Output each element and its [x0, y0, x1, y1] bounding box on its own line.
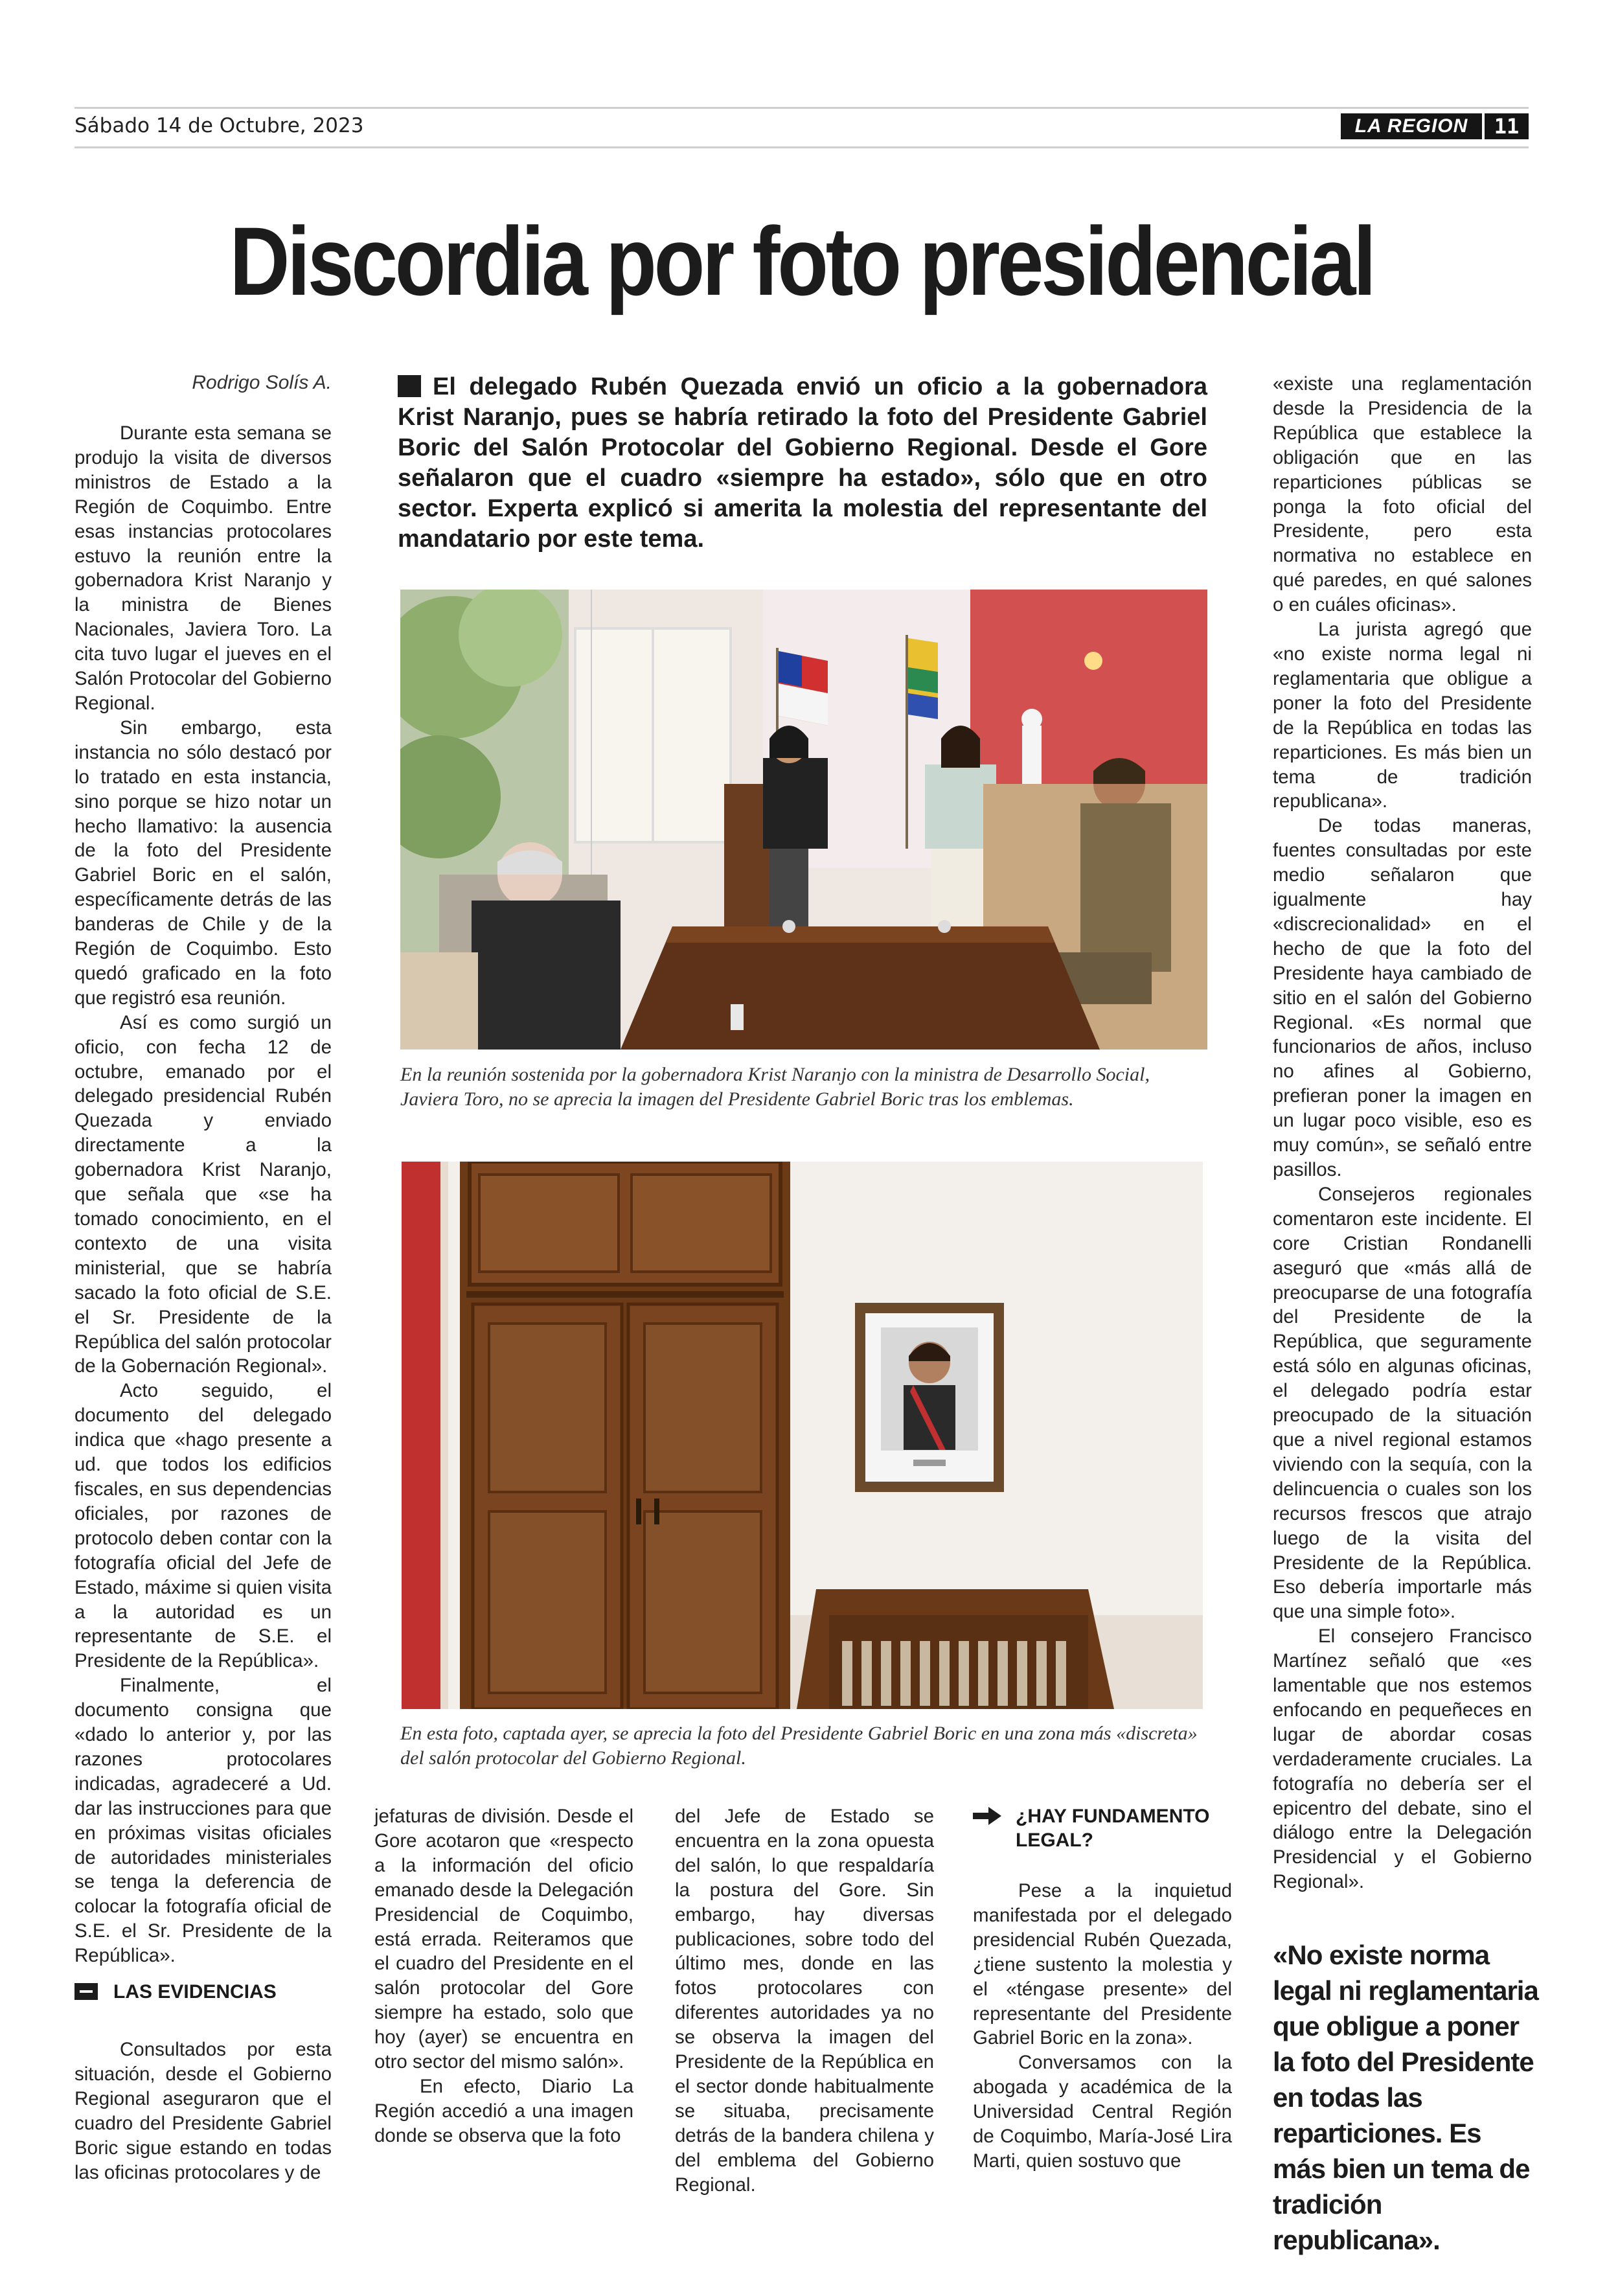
- paragraph: En efecto, Diario La Región accedió a una imagen donde se observa que la foto: [374, 2075, 633, 2146]
- paragraph: Consejeros regionales comentaron este incidente. El core Cristian Rondanelli aseguró que «más allá de preocuparse de una fotografía del Presidente de la República, que seguramente está sólo en algunas oficinas, el delegado podría estar preocupado de la situación que a nivel regional estamos viviendo con la sequía, con la delincuencia o cuales son los recursos frescos que atrajo luego de la visita del Presidente de la República. Eso debería importarle más que una simple foto».: [1273, 1183, 1532, 1623]
- photo-portrait-room: [402, 1162, 1203, 1709]
- paragraph: El consejero Francisco Martínez señaló que «es lamentable que nos estemos enfocando en pequeñeces en lugar de abordar cosas verdaderamente cruciales. La fotografía no debería ser el epicentro del debate, sino el diálogo entre la Delegación Presidencial y el Gobierno Regional».: [1273, 1625, 1532, 1893]
- paragraph: «existe una reglamentación desde la Presidencia de la República que establece la obligación que en las reparticiones públicas se ponga la foto oficial del Presidente, pero esta normativa no establece en qué paredes, en qué salones o en cuáles oficinas».: [1273, 373, 1532, 616]
- subhead-las-evidencias: [74, 1980, 332, 2004]
- paragraph: La jurista agregó que «no existe norma legal ni reglamentaria que obligue a poner la foto del Presidente de la República en todas las reparticiones. Es más bien un tema de tradición republicana».: [1273, 619, 1532, 812]
- paragraph: Pese a la inquietud manifestada por el delegado presidencial Rubén Quezada, ¿tiene sustento la molestia y el «téngase presente» del representante del Presidente Gabriel Boric en la zona».: [973, 1880, 1232, 2049]
- paragraph: Finalmente, el documento consigna que «dado lo anterior y, por las razones protocolares indicadas, agradeceré a Ud. dar las instrucciones para que en próximas visitas oficiales de autoridades ministeriales se tenga la deferencia de colocar la fotografía oficial de S.E. el Sr. Presidente de la República».: [74, 1675, 332, 1967]
- paragraph: jefaturas de división. Desde el Gore acotaron que «respecto a la información del oficio emanado desde la Delegación Presidencial de Coquimbo, está errada. Reiteramos que el cuadro del Presidente en el salón protocolar del Gore siempre ha estado, solo que hoy (ayer) se encuentra en otro sector del mismo salón».: [374, 1806, 633, 2073]
- photo-meeting: [400, 590, 1207, 1050]
- paragraph: De todas maneras, fuentes consultadas por este medio señalaron que igualmente hay «discrecionalidad» en el hecho de que la foto del Presidente haya cambiado de sitio en el salón del Gobierno Regional. «Es normal que funcionarios de años, incluso no afines al Gobierno, prefieran poner la imagen en un lugar poco visible, eso es muy común», se señaló entre pasillos.: [1273, 815, 1532, 1180]
- photo-meeting-caption: En la reunión sostenida por la gobernadora Krist Naranjo con la ministra de Desarrollo Social, Javiera Toro, no se aprecia la imagen del Presidente Gabriel Boric tras los emblemas.: [400, 1064, 1150, 1110]
- column-5-text: [1273, 372, 1532, 1894]
- deck-text: El delegado Rubén Quezada envió un oficio a la gobernadora Krist Naranjo, pues se habría retirado la foto del Presidente Gabriel Boric del Salón Protocolar del Gobierno Regional. Desde el Gore señalaron que el cuadro «siempre ha estado», sólo que en otro sector. Experta explicó si amerita la molestia del representante del mandatario por este tema.: [398, 373, 1207, 553]
- paragraph: Durante esta semana se produjo la visita de diversos ministros de Estado a la Región de Coquimbo. Entre esas instancias protocolares estuvo la reunión entre la gobernadora Krist Naranjo y la ministra de Bienes Nacionales, Javiera Toro. La cita tuvo lugar el jueves en el Salón Protocolar del Gobierno Regional.: [74, 422, 332, 714]
- column-4-text: [973, 1879, 1232, 2174]
- column-3-text: [675, 1804, 934, 2198]
- header-bottom-rule: [74, 146, 1529, 148]
- deck-square-icon: [398, 375, 421, 397]
- column-1-continuation: [74, 2038, 332, 2185]
- newspaper-logo: LA REGION: [1341, 113, 1482, 139]
- paragraph: Conversamos con la abogada y académica de la Universidad Central Región de Coquimbo, María-José Lira Marti, quien sostuvo que: [973, 2052, 1232, 2172]
- column-1-text: [74, 421, 332, 1968]
- paragraph: Acto seguido, el documento del delegado indica que «hago presente a ud. que todos los edificios fiscales, en sus dependencias oficiales, por razones de protocolo deben contar con la fotografía oficial del Jefe de Estado, máxime si quien visita a la autoridad es un representante de S.E. el Presidente de la República».: [74, 1380, 332, 1672]
- subhead-hay-fundamento: [973, 1804, 1232, 1852]
- pull-quote: «No existe norma legal ni reglamentaria que obligue a poner la foto del Presidente en todas las reparticiones. Es más bien un tema de tradición republicana».: [1273, 1940, 1538, 2255]
- room-photo-illustration: [402, 1162, 1203, 1709]
- paragraph: Así es como surgió un oficio, con fecha 12 de octubre, emanado por el delegado presidencial Rubén Quezada y enviado directamente a la gobernadora Krist Naranjo, que señala que «se ha tomado conocimiento, en el contexto de una visita ministerial, que se habría sacado la foto oficial de S.E. el Sr. Presidente de la República del salón protocolar de la Gobernación Regional».: [74, 1011, 332, 1377]
- paragraph: Sin embargo, esta instancia no sólo destacó por lo tratado en esta instancia, sino porque se hizo notar un hecho llamativo: la ausencia de la foto del Presidente Gabriel Boric en el salón, específicamente detrás de las banderas de Chile y de la Región de Coquimbo. Esto quedó graficado en la foto que registró esa reunión.: [74, 717, 332, 1009]
- byline: Rodrigo Solís A.: [192, 372, 332, 393]
- page-date: Sábado 14 de Octubre, 2023: [74, 114, 364, 137]
- arrow-right-icon: [973, 1807, 1001, 1825]
- meeting-photo-illustration: [400, 590, 1207, 1050]
- headline: Discordia por foto presidencial: [229, 207, 1374, 316]
- subhead-text: ¿HAY FUNDAMENTO LEGAL?: [1016, 1806, 1210, 1851]
- photo-portrait-caption: En esta foto, captada ayer, se aprecia la foto del Presidente Gabriel Boric en una zona más «discreta» del salón protocolar del Gobierno Regional.: [400, 1723, 1198, 1769]
- minus-icon: [74, 1983, 98, 2000]
- page-number: 11: [1485, 113, 1529, 139]
- paragraph: del Jefe de Estado se encuentra en la zona opuesta del salón, lo que respaldaría la postura del Gore. Sin embargo, hay diversas publicaciones, sobre todo del último mes, donde en las fotos protocolares con diferentes autoridades ya no se observa la imagen del Presidente de la República en el sector donde habitualmente se situaba, precisamente detrás de la bandera chilena y del emblema del Gobierno Regional.: [675, 1806, 934, 2196]
- subhead-text: LAS EVIDENCIAS: [113, 1981, 277, 2003]
- paragraph: Consultados por esta situación, desde el Gobierno Regional aseguraron que el cuadro del Presidente Gabriel Boric sigue estando en todas las oficinas protocolares y de: [74, 2039, 332, 2183]
- header-top-rule: [74, 107, 1529, 109]
- column-2-text: [374, 1804, 633, 2148]
- article-deck: [398, 372, 1207, 555]
